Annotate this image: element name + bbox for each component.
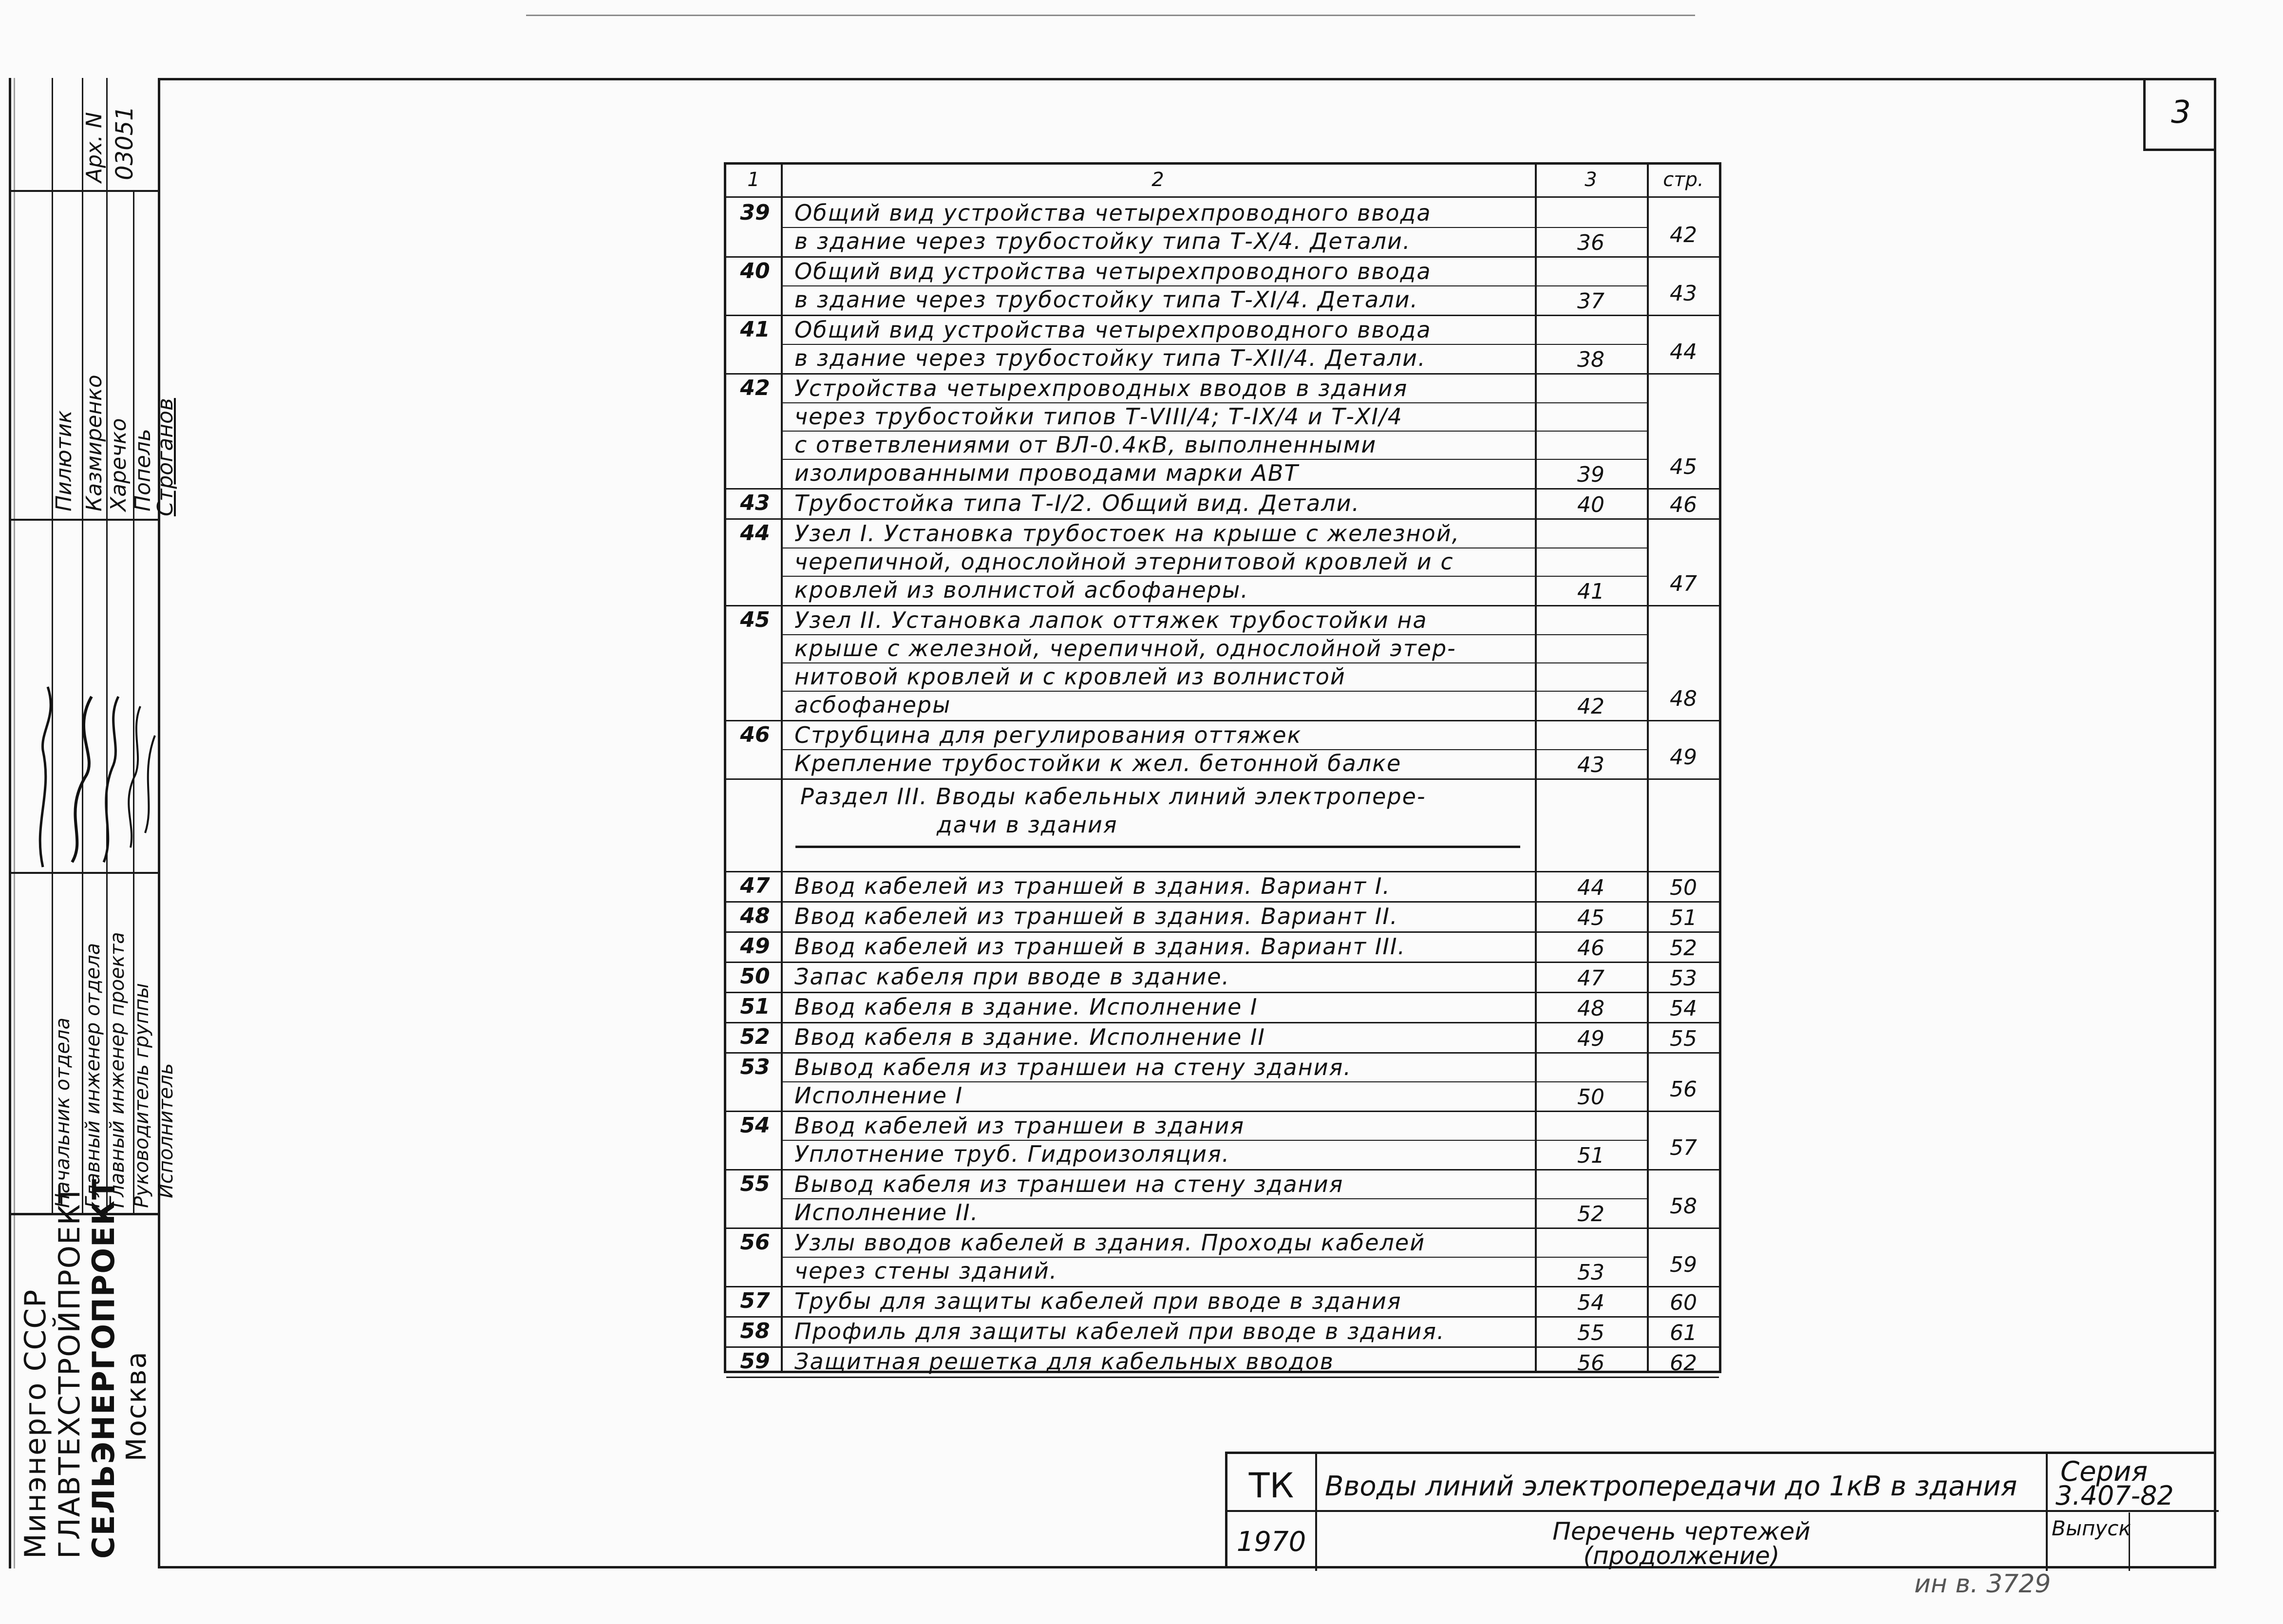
name-3: Харечко xyxy=(106,418,131,511)
name-1: Пилютик xyxy=(52,410,76,511)
row-page: 47 xyxy=(1670,571,1697,596)
row-title-line: в здание через трубостойку типа Т-XI/4. Детали. xyxy=(794,286,1419,313)
row-page: 59 xyxy=(1670,1252,1697,1277)
row-sheet: 54 xyxy=(1577,1290,1604,1315)
title-main: Вводы линий электропередачи до 1кВ в здания xyxy=(1325,1471,2018,1502)
position-2: Главный инженер отдела xyxy=(82,943,104,1208)
row-title-line: Общий вид устройства четырехпроводного ввода xyxy=(794,258,1432,284)
row-title-line: Ввод кабеля в здание. Исполнение I xyxy=(794,994,1258,1020)
row-number: 39 xyxy=(740,200,770,225)
org-selenergo: СЕЛЬЭНЕРГОПРОЕКТ xyxy=(86,1178,121,1559)
row-sheet: 49 xyxy=(1577,1026,1604,1051)
row-number: 53 xyxy=(740,1055,770,1079)
name-5: Строганов xyxy=(153,398,178,516)
archive-number: 03051 xyxy=(111,106,138,180)
row-sheet: 52 xyxy=(1577,1202,1604,1227)
row-title-line: Общий вид устройства четырехпроводного ввода xyxy=(794,200,1432,226)
row-title-line: Защитная решетка для кабельных вводов xyxy=(794,1348,1334,1375)
row-title-line: крыше с железной, черепичной, однослойной этер- xyxy=(794,635,1456,661)
header-col-3: 3 xyxy=(1585,169,1597,191)
header-col-1: 1 xyxy=(747,169,760,191)
row-sheet: 38 xyxy=(1577,347,1604,372)
row-number: 45 xyxy=(740,607,770,632)
row-sheet: 47 xyxy=(1577,966,1604,991)
name-2: Казмиренко xyxy=(82,375,107,511)
sheet-number-box xyxy=(2143,78,2216,151)
row-number: 46 xyxy=(740,722,770,747)
row-title-line: Ввод кабелей из траншей в здания. Вариант I. xyxy=(794,873,1391,899)
position-4: Руководитель группы xyxy=(131,983,153,1208)
row-number: 42 xyxy=(740,376,770,400)
title-year: 1970 xyxy=(1236,1526,1306,1558)
row-sheet: 36 xyxy=(1577,230,1604,255)
row-sheet: 46 xyxy=(1577,936,1604,961)
row-title-line: Крепление трубостойки к жел. бетонной балке xyxy=(794,750,1402,776)
org-ministry: Минэнерго СССР xyxy=(19,1288,53,1559)
row-title-line: в здание через трубостойку типа Т-X/4. Детали. xyxy=(794,228,1411,254)
row-number: 50 xyxy=(740,964,770,989)
title-sub-1: Перечень чертежей xyxy=(1552,1517,1811,1546)
row-number: 57 xyxy=(740,1288,770,1313)
row-title-line: нитовой кровлей и с кровлей из волнистой xyxy=(794,663,1346,690)
row-number: 54 xyxy=(740,1113,770,1138)
row-number: 48 xyxy=(740,904,770,928)
row-title-line: Трубы для защиты кабелей при вводе в здания xyxy=(794,1288,1402,1314)
row-title-line: в здание через трубостойку типа Т-XII/4. Детали. xyxy=(794,345,1426,371)
row-sheet: 55 xyxy=(1577,1321,1604,1345)
row-title-line: Профиль для защиты кабелей при вводе в здания. xyxy=(794,1318,1445,1344)
row-number: 49 xyxy=(740,934,770,959)
row-page: 43 xyxy=(1670,281,1697,306)
org-glav: ГЛАВТЕХСТРОЙПРОЕКТ xyxy=(53,1184,87,1559)
row-sheet: 41 xyxy=(1577,579,1604,604)
row-title-line: Узел I. Установка трубостоек на крыше с железной, xyxy=(794,520,1460,547)
row-page: 55 xyxy=(1670,1026,1697,1051)
row-number: 52 xyxy=(740,1024,770,1049)
row-sheet: 56 xyxy=(1577,1351,1604,1376)
row-page: 61 xyxy=(1670,1321,1697,1345)
row-page: 54 xyxy=(1670,996,1697,1021)
row-title-line: Исполнение II. xyxy=(794,1199,979,1226)
row-title-line: Вывод кабеля из траншеи на стену здания xyxy=(794,1171,1344,1197)
position-3: Главный инженер проекта xyxy=(106,932,129,1208)
row-title-line: Узлы вводов кабелей в здания. Проходы кабелей xyxy=(794,1229,1426,1256)
row-title-line: асбофанеры xyxy=(794,692,951,718)
row-page: 57 xyxy=(1670,1135,1697,1160)
drawings-list-table xyxy=(724,162,1721,1376)
row-number: 44 xyxy=(740,521,770,546)
row-sheet: 53 xyxy=(1577,1260,1604,1285)
row-title-line: через трубостойки типов Т-VIII/4; Т-IX/4 и Т-XI/4 xyxy=(794,403,1403,430)
row-page: 52 xyxy=(1670,936,1697,961)
row-title-line: Ввод кабелей из траншей в здания. Вариант II. xyxy=(794,903,1398,929)
row-sheet: 50 xyxy=(1577,1085,1604,1110)
position-5: Исполнитель xyxy=(155,1063,177,1198)
row-page: 58 xyxy=(1670,1194,1697,1219)
org-city: Москва xyxy=(121,1351,152,1461)
row-sheet: 45 xyxy=(1577,906,1604,930)
side-stamp xyxy=(9,78,178,1568)
header-col-4: стр. xyxy=(1663,169,1704,191)
row-title-line: Узел II. Установка лапок оттяжек трубостойки на xyxy=(794,607,1428,633)
row-sheet: 37 xyxy=(1577,289,1604,314)
row-page: 45 xyxy=(1670,454,1697,479)
row-page: 48 xyxy=(1670,686,1697,711)
row-separator xyxy=(726,1377,1719,1378)
series-label: Серия xyxy=(2060,1456,2148,1488)
row-sheet: 44 xyxy=(1577,875,1604,900)
row-title-line: Запас кабеля при вводе в здание. xyxy=(794,963,1230,990)
signatures xyxy=(14,677,160,882)
row-number: 55 xyxy=(740,1171,770,1196)
sheet-number: 3 xyxy=(2171,94,2191,131)
row-sheet: 51 xyxy=(1577,1143,1604,1168)
series-value: 3.407-82 xyxy=(2056,1480,2174,1511)
row-sheet: 48 xyxy=(1577,996,1604,1021)
row-number: 41 xyxy=(740,317,770,342)
row-number: 59 xyxy=(740,1349,770,1374)
row-title-line: через стены зданий. xyxy=(794,1258,1058,1284)
row-number: 58 xyxy=(740,1319,770,1343)
row-title-line: Струбцина для регулирования оттяжек xyxy=(794,722,1302,748)
section-title-line: дачи в здания xyxy=(937,812,1118,838)
row-page: 62 xyxy=(1670,1351,1697,1376)
row-title-line: Ввод кабелей из траншеи в здания xyxy=(794,1113,1245,1139)
row-title-line: Ввод кабеля в здание. Исполнение II xyxy=(794,1024,1265,1050)
title-code: ТК xyxy=(1248,1466,1294,1506)
title-block xyxy=(1225,1452,2216,1568)
row-title-line: Ввод кабелей из траншей в здания. Вариант III. xyxy=(794,933,1406,960)
row-number: 47 xyxy=(740,873,770,898)
row-title-line: Трубостойка типа Т-I/2. Общий вид. Детали. xyxy=(794,490,1360,516)
archive-label: Арх. N xyxy=(82,112,107,183)
row-separator xyxy=(726,778,1719,780)
row-title-line: Общий вид устройства четырехпроводного ввода xyxy=(794,317,1432,343)
position-1: Начальник отдела xyxy=(52,1017,74,1208)
row-page: 60 xyxy=(1670,1290,1697,1315)
inventory-note: ин в. 3729 xyxy=(1914,1569,2051,1599)
issue-label: Выпуск xyxy=(2052,1516,2131,1540)
row-number: 43 xyxy=(740,491,770,515)
row-title-line: изолированными проводами марки АВТ xyxy=(794,460,1299,486)
row-sheet: 43 xyxy=(1577,753,1604,777)
row-sheet: 39 xyxy=(1577,462,1604,487)
row-number: 56 xyxy=(740,1230,770,1255)
row-page: 44 xyxy=(1670,340,1697,364)
title-sub-2: (продолжение) xyxy=(1583,1542,1780,1570)
header-col-2: 2 xyxy=(1151,169,1164,191)
name-4: Попель xyxy=(131,429,155,511)
row-page: 46 xyxy=(1670,492,1697,517)
top-edge-line xyxy=(526,15,1695,16)
row-page: 53 xyxy=(1670,966,1697,991)
section-underline xyxy=(795,846,1520,848)
row-title-line: Устройства четырехпроводных вводов в здания xyxy=(794,375,1408,401)
row-title-line: Уплотнение труб. Гидроизоляция. xyxy=(794,1141,1230,1167)
row-page: 49 xyxy=(1670,745,1697,770)
row-title-line: кровлей из волнистой асбофанеры. xyxy=(794,577,1249,603)
row-title-line: с ответвлениями от ВЛ-0.4кВ, выполненными xyxy=(794,432,1377,458)
row-page: 42 xyxy=(1670,223,1697,247)
row-number: 40 xyxy=(740,259,770,283)
row-number: 51 xyxy=(740,994,770,1019)
section-title-line: Раздел III. Вводы кабельных линий электропере- xyxy=(800,783,1426,810)
row-page: 56 xyxy=(1670,1077,1697,1102)
row-page: 50 xyxy=(1670,875,1697,900)
row-title-line: Исполнение I xyxy=(794,1082,963,1109)
row-title-line: черепичной, однослойной этернитовой кровлей и с xyxy=(794,548,1454,575)
row-sheet: 42 xyxy=(1577,694,1604,719)
row-sheet: 40 xyxy=(1577,492,1604,517)
row-page: 51 xyxy=(1670,906,1697,930)
row-title-line: Вывод кабеля из траншеи на стену здания. xyxy=(794,1054,1352,1080)
